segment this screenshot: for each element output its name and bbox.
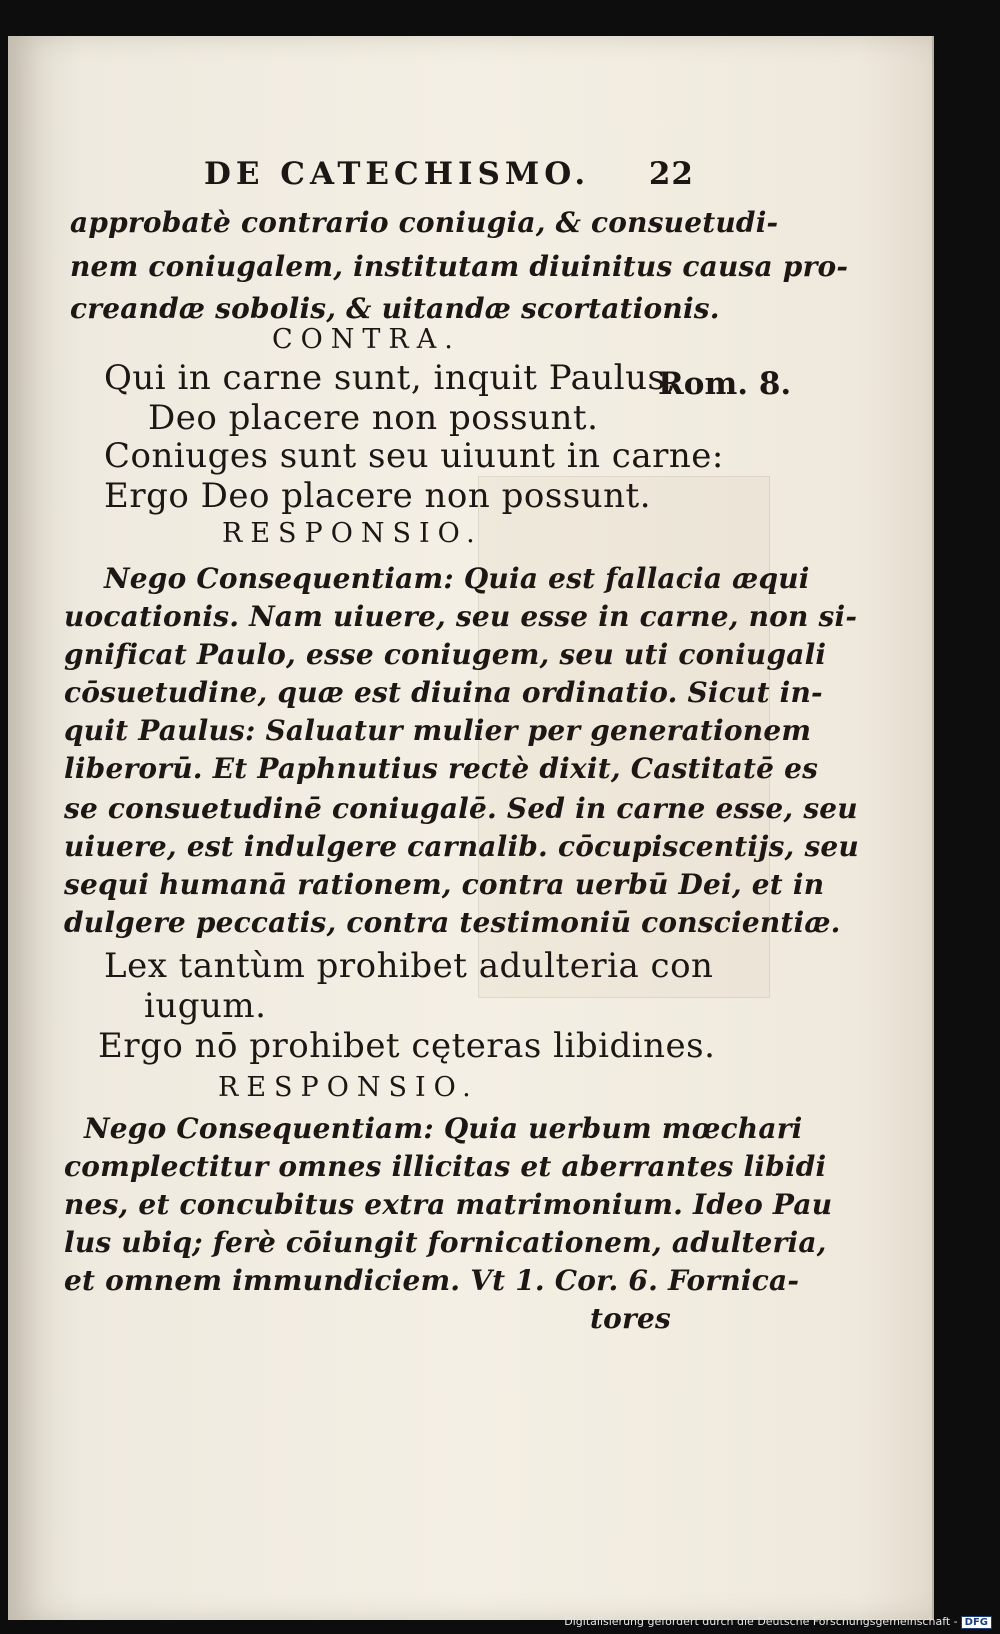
text-line: liberorū. Et Paphnutius rectè dixit, Castitatē es (64, 752, 819, 785)
text-line: nem coniugalem, institutam diuinitus causa pro- (70, 250, 849, 283)
text-line: uiuere, est indulgere carnalib. cōcupiscentijs, seu (64, 830, 859, 863)
text-line: Lex tantùm prohibet adulteria con (104, 946, 714, 986)
text-line: Nego Consequentiam: Quia uerbum mœchari (84, 1112, 803, 1145)
header-title: DE CATECHISMO. (204, 156, 591, 192)
dfg-logo: DFG (961, 1616, 992, 1629)
section-heading: RESPONSIO. (218, 1072, 479, 1103)
text-line: sequi humanā rationem, contra uerbū Dei, et in (64, 868, 825, 901)
text-line: gnificat Paulo, esse coniugem, seu uti coniugali (64, 638, 827, 671)
section-heading: RESPONSIO. (222, 518, 483, 549)
digitization-credit (564, 1615, 992, 1629)
text-line: Qui in carne sunt, inquit Paulus, (104, 358, 677, 398)
text-line: Ergo Deo placere non possunt. (104, 476, 651, 516)
book-page (8, 36, 934, 1620)
credit-text: Digitalisierung gefördert durch die Deutsche Forschungsgemeinschaft - (564, 1615, 958, 1628)
text-line: uocationis. Nam uiuere, seu esse in carne, non si- (64, 600, 858, 633)
text-line: Ergo nō prohibet cęteras libidines. (98, 1026, 716, 1066)
text-line: dulgere peccatis, contra testimoniū conscientiæ. (64, 906, 841, 939)
page-number: 22 (648, 156, 694, 192)
text-line: approbatè contrario coniugia, & consuetudi- (70, 206, 779, 239)
margin-note: Rom. 8. (658, 366, 792, 402)
text-line: complectitur omnes illicitas et aberrantes libidi (64, 1150, 827, 1183)
text-line: Coniuges sunt seu uiuunt in carne: (104, 436, 724, 476)
text-line: nes, et concubitus extra matrimonium. Ideo Pau (64, 1188, 833, 1221)
text-line: creandæ sobolis, & uitandæ scortationis. (70, 292, 720, 325)
section-heading: CONTRA. (272, 324, 461, 355)
text-line: iugum. (144, 986, 267, 1026)
text-line: Deo placere non possunt. (148, 398, 599, 438)
text-line: cōsuetudine, quæ est diuina ordinatio. Sicut in- (64, 676, 823, 709)
text-line: quit Paulus: Saluatur mulier per generationem (64, 714, 812, 747)
text-line: lus ubiq; ferè cōiungit fornicationem, adulteria, (64, 1226, 827, 1259)
text-line: Nego Consequentiam: Quia est fallacia æqui (104, 562, 810, 595)
text-line: se consuetudinē coniugalē. Sed in carne esse, seu (64, 792, 858, 825)
catchword: tores (590, 1302, 671, 1335)
text-line: et omnem immundiciem. Vt 1. Cor. 6. Fornica- (64, 1264, 800, 1297)
running-header (204, 156, 694, 192)
